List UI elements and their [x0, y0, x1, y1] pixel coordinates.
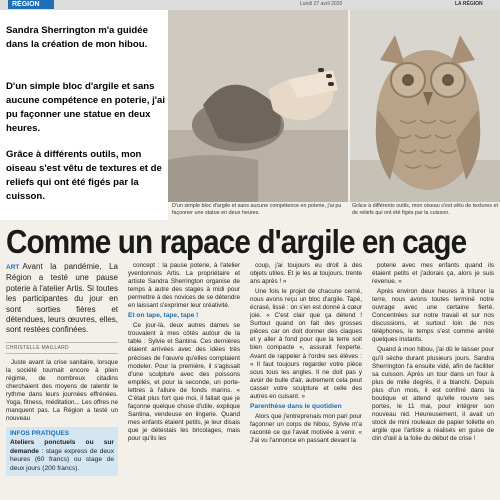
- subheading-parenthese: Parenthèse dans le quotidien: [250, 402, 342, 410]
- article-column-1: [6, 262, 118, 476]
- author-byline: CHRISTELLE MAILLARD: [6, 342, 118, 354]
- column-2-paragraph-1: concept : la pause poterie, à l'atelier yverdonnois Artis. La propriétaire et artiste Sandra Sherrington organise de temps à autre des stages à midi pour permettre à des novices de se détendre en laissant s'exprimer leur créativité.: [128, 262, 240, 310]
- right-photo-caption: Grâce à différents outils, mon oiseau s'est vêtu de textures et de reliefs qui ont été figés par la cuisson.: [352, 203, 498, 217]
- practical-info-box: [6, 427, 118, 476]
- column-4-paragraph-2: Après environ deux heures à triturer la terre, nous avons toutes terminé notre ouvrage avec une certaine fierté. Concentrées sur notre travail et sur nos discussions, et surtout loin de nos téléphones, le temps s'est comme arrêté quelques instants.: [372, 288, 494, 344]
- overlay-paragraph-2: D'un simple bloc d'argile et sans aucune compétence en poterie, j'ai pu façonner une statue en deux heures.: [6, 81, 166, 134]
- newspaper-name: LA RÉGION: [455, 1, 483, 7]
- overlay-paragraph-1: Sandra Sherrington m'a guidée dans la création de mon hibou.: [6, 25, 148, 50]
- header-bar: [0, 0, 500, 10]
- left-photo-caption: D'un simple bloc d'argile et sans aucune compétence en poterie, j'ai pu façonner une statue en deux heures.: [172, 203, 342, 217]
- article-column-4: [372, 262, 494, 445]
- info-box-label: Ateliers ponctuels ou sur demande: [10, 439, 114, 455]
- kicker-label: ART: [6, 264, 20, 271]
- lead-text: Avant la pandémie, La Région a testé une pause poterie à l'atelier Artis. Si toutes les participantes du jour en sont sorties fières et détendues, leurs œuvres, elles, sont restées confinées.: [6, 262, 118, 335]
- column-4-paragraph-3: Quand à mon hibou, j'ai dû le laisser pour qu'il sèche durant plusieurs jours. Sandra Sherrington l'a ensuite vidé, afin de faciliter sa cuisson. Après un tour dans un four à plus de mille degrés, il a blanchi. Depuis plus d'un mois, il est confiné dans la boutique et attend qu'elle rouvre ses portes, le 11 mai, pour intégrer son nouveau nid. Heureusement, il avait un stock de mini rouleaux de papier toilette en argile que l'artiste a réalisés en guise de clin d'œil à la folie du début de crise !: [372, 346, 494, 442]
- column-3-paragraph-2: Une fois le projet de chacune cerné, nous avons reçu un bloc d'argile. Tapé, écrasé, lissé : on s'en est donné à cœur joie. « C'est clair que ça détend ! Surtout quand on fait des grosses pièces car on doit donner des claques et y aller à fond pour que la terre soit bien compacte », assurait l'experte. Avant de rappeler à l'ordre ses élèves : « Il faut toujours regarder votre pièce sous tous les angles. Il ne doit pas y avoir de bulle d'air, autrement cela peut casser votre sculpture et celle des autres en cuisant. »: [250, 288, 362, 400]
- overlay-paragraph-3: Grâce à différents outils, mon oiseau s'est vêtu de textures et de reliefs qui ont été figés par la cuisson.: [6, 149, 162, 202]
- column-2-paragraph-2: Ce jour-là, deux autres dames se trouvaient à mes côtés autour de la table : Sylvie et Santina. Ces dernières étaient arrivées avec des idées très précises de l'œuvre qu'elles comptaient modeler. Pour la première, il s'agissait d'une sculpture avec des poissons empilés, et pour la seconde, un porte-lettres à l'allure de fonds marins. « C'était plus fort que moi, il fallait que je façonne quelque chose d'utile, explique Santina, vendeuse en lingerie. Quand mes enfants étaient petits, je leur disais que je détestais les bricolages, mais pour qu'ils les: [128, 322, 240, 442]
- subheading-tape: Et on tape, tape, tape !: [128, 312, 199, 320]
- column-3-paragraph-3: Alors que j'entreprenais mon pari pour façonner un corps de hibou, Sylvie m'a raconté ce qui l'avait motivée à venir. « J'ai vu l'annonce en passant devant la: [250, 412, 362, 444]
- photo-clay-owl: [350, 10, 500, 202]
- photo-hands-sculpting: [168, 10, 348, 202]
- article-column-3: [250, 262, 362, 447]
- info-box-detail: : stage express de deux heures (60 francs) ou stage de deux jours (200 francs).: [10, 447, 114, 472]
- info-box-text: [10, 439, 114, 473]
- article-lead: [6, 262, 118, 336]
- column-4-paragraph-1: poterie avec mes enfants quand ils étaient petits et j'adorais ça, alors je suis revenue. »: [372, 262, 494, 286]
- issue-date: Lundi 27 avril 2020: [300, 1, 343, 7]
- article-column-2: [128, 262, 240, 445]
- column-1-paragraph: Juste avant la crise sanitaire, lorsque la société tournait encore à plein régime, de nombreux citadins cherchaient des moyens de ralentir le rythme dans leurs journées effrénées. Yoga, fitness, méditation... Les offres ne manquent pas. La Région a testé un nouveau: [6, 358, 118, 423]
- quote-overlay: [0, 10, 168, 220]
- article-headline: Comme un rapace d'argile en cage: [6, 223, 467, 260]
- info-box-title: INFOS PRATIQUES: [10, 430, 70, 438]
- section-tag: RÉGION: [8, 0, 54, 9]
- column-3-paragraph-1: coup, j'ai toujours eu droit à des objets utiles. Et je les ai toujours, trente ans après ! »: [250, 262, 362, 286]
